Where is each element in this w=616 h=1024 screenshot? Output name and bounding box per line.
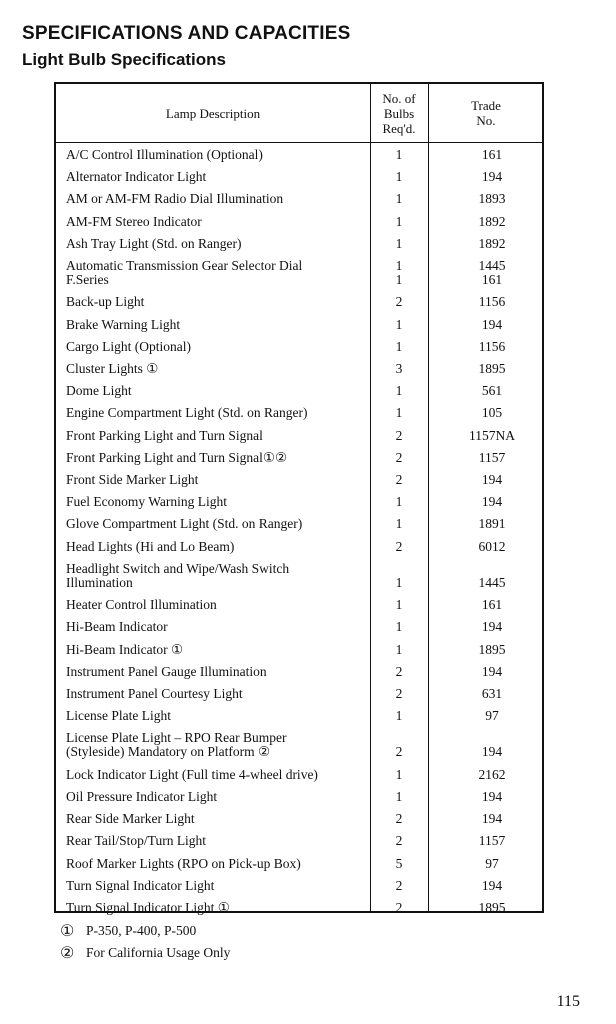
bulbs-required: 1 bbox=[395, 619, 403, 635]
table-row bbox=[56, 705, 542, 727]
bulbs-required: 1 bbox=[395, 213, 403, 229]
trade-number: 194 bbox=[481, 789, 503, 804]
header-bulbs-required: No. of Bulbs Req'd. bbox=[382, 90, 416, 136]
light-bulb-spec-table bbox=[54, 82, 544, 913]
table-row bbox=[56, 661, 542, 683]
lamp-description: Ash Tray Light (Std. on Ranger) bbox=[66, 235, 242, 251]
bulbs-required: 2 bbox=[395, 427, 403, 443]
table-row bbox=[56, 513, 542, 535]
lamp-description: Rear Tail/Stop/Turn Light bbox=[66, 833, 207, 849]
bulbs-required: 1 1 bbox=[395, 257, 403, 287]
lamp-description: Head Lights (Hi and Lo Beam) bbox=[66, 538, 235, 554]
table-row bbox=[56, 808, 542, 830]
lamp-description: Hi-Beam Indicator ① bbox=[66, 641, 184, 657]
lamp-description: Lock Indicator Light (Full time 4-wheel drive) bbox=[66, 766, 318, 782]
trade-number: 1895 bbox=[478, 641, 506, 657]
lamp-description: Oil Pressure Indicator Light bbox=[66, 789, 218, 804]
bulbs-required: 1 bbox=[395, 383, 403, 399]
trade-number: 1891 bbox=[478, 516, 506, 532]
page-number: 115 bbox=[556, 993, 580, 1010]
bulbs-required: 1 bbox=[395, 516, 403, 532]
table-row bbox=[56, 897, 542, 919]
trade-number: 631 bbox=[481, 685, 503, 701]
table-row bbox=[56, 594, 542, 616]
trade-number: 194 bbox=[481, 744, 503, 760]
table-row bbox=[56, 875, 542, 897]
bulbs-required: 1 bbox=[395, 766, 403, 782]
trade-number: 1445 bbox=[478, 574, 506, 590]
lamp-description: Cargo Light (Optional) bbox=[66, 338, 191, 354]
bulbs-required: 2 bbox=[395, 877, 403, 893]
trade-number: 194 bbox=[481, 811, 503, 827]
lamp-description: Fuel Economy Warning Light bbox=[66, 494, 228, 510]
trade-number: 1157 bbox=[478, 833, 506, 849]
trade-number: 1156 bbox=[478, 294, 506, 310]
table-row bbox=[56, 291, 542, 313]
footnote-text: For California Usage Only bbox=[86, 945, 231, 960]
footnote-1 bbox=[60, 920, 230, 942]
table-row bbox=[56, 639, 542, 661]
trade-number: 2162 bbox=[478, 766, 506, 782]
lamp-description: Front Parking Light and Turn Signal bbox=[66, 427, 263, 443]
lamp-description: Roof Marker Lights (RPO on Pick-up Box) bbox=[66, 855, 301, 871]
bulbs-required: 2 bbox=[395, 899, 403, 915]
bulbs-required: 1 bbox=[395, 405, 403, 421]
table-row bbox=[56, 853, 542, 875]
header-divider bbox=[56, 142, 542, 143]
bulbs-required: 2 bbox=[395, 294, 403, 310]
table-row bbox=[56, 233, 542, 255]
lamp-description: Back-up Light bbox=[66, 294, 145, 310]
table-row bbox=[56, 830, 542, 852]
lamp-description: Brake Warning Light bbox=[66, 316, 181, 332]
bulbs-required: 1 bbox=[395, 316, 403, 332]
lamp-description: Front Side Marker Light bbox=[66, 471, 199, 487]
table-row bbox=[56, 425, 542, 447]
lamp-description: Turn Signal Indicator Light ① bbox=[66, 899, 230, 915]
footnotes bbox=[60, 920, 230, 964]
lamp-description: AM or AM-FM Radio Dial Illumination bbox=[66, 191, 284, 207]
trade-number: 194 bbox=[481, 494, 503, 510]
table-row bbox=[56, 380, 542, 402]
lamp-description: Headlight Switch and Wipe/Wash Switch Illumination bbox=[66, 560, 290, 590]
bulbs-required: 1 bbox=[395, 789, 403, 804]
footnote-marker: ① bbox=[60, 923, 75, 940]
table-row bbox=[56, 144, 542, 166]
bulbs-required: 1 bbox=[395, 574, 403, 590]
footnote-2 bbox=[60, 942, 230, 964]
table-row bbox=[56, 764, 542, 786]
table-row bbox=[56, 469, 542, 491]
trade-number: 194 bbox=[481, 169, 503, 185]
bulbs-required: 1 bbox=[395, 338, 403, 354]
table-row bbox=[56, 536, 542, 558]
trade-number: 1895 bbox=[478, 361, 506, 376]
bulbs-required: 1 bbox=[395, 147, 403, 162]
table-row bbox=[56, 188, 542, 210]
trade-number: 105 bbox=[481, 405, 503, 421]
lamp-description: License Plate Light – RPO Rear Bumper (Styleside) Mandatory on Platform ② bbox=[66, 730, 287, 760]
bulbs-required: 1 bbox=[395, 597, 403, 613]
bulbs-required: 3 bbox=[395, 361, 403, 376]
trade-number: 194 bbox=[481, 316, 503, 332]
table-row bbox=[56, 683, 542, 705]
lamp-description: A/C Control Illumination (Optional) bbox=[66, 147, 263, 162]
footnote-marker: ② bbox=[60, 945, 75, 962]
table-row bbox=[56, 358, 542, 380]
trade-number: 161 bbox=[481, 597, 503, 613]
trade-number: 1892 bbox=[478, 235, 506, 251]
trade-number: 1445 161 bbox=[478, 257, 506, 287]
bulbs-required: 2 bbox=[395, 833, 403, 849]
table-row bbox=[56, 447, 542, 469]
trade-number: 1157NA bbox=[469, 427, 515, 443]
lamp-description: Cluster Lights ① bbox=[66, 361, 159, 376]
lamp-description: Front Parking Light and Turn Signal①② bbox=[66, 449, 288, 465]
table-row bbox=[56, 727, 542, 764]
bulbs-required: 2 bbox=[395, 449, 403, 465]
bulbs-required: 1 bbox=[395, 708, 403, 724]
bulbs-required: 2 bbox=[395, 663, 403, 679]
trade-number: 194 bbox=[481, 877, 503, 893]
trade-number: 194 bbox=[481, 619, 503, 635]
bulbs-required: 2 bbox=[395, 471, 403, 487]
table-row bbox=[56, 211, 542, 233]
footnote-text: P-350, P-400, P-500 bbox=[86, 923, 197, 938]
table-body bbox=[56, 144, 542, 919]
trade-number: 1156 bbox=[478, 338, 506, 354]
trade-number: 194 bbox=[481, 471, 503, 487]
table-row bbox=[56, 402, 542, 424]
lamp-description: Rear Side Marker Light bbox=[66, 811, 195, 827]
lamp-description: Heater Control Illumination bbox=[66, 597, 217, 613]
table-row bbox=[56, 255, 542, 292]
trade-number: 161 bbox=[481, 147, 503, 162]
header-lamp-description: Lamp Description bbox=[165, 105, 261, 121]
lamp-description: Glove Compartment Light (Std. on Ranger) bbox=[66, 516, 303, 532]
table-row bbox=[56, 491, 542, 513]
bulbs-required: 1 bbox=[395, 169, 403, 185]
table-row bbox=[56, 616, 542, 638]
trade-number: 194 bbox=[481, 663, 503, 679]
lamp-description: Hi-Beam Indicator bbox=[66, 619, 168, 635]
bulbs-required: 2 bbox=[395, 538, 403, 554]
table-row bbox=[56, 166, 542, 188]
trade-number: 1895 bbox=[478, 899, 506, 915]
trade-number: 1893 bbox=[478, 191, 506, 207]
bulbs-required: 1 bbox=[395, 191, 403, 207]
lamp-description: Automatic Transmission Gear Selector Dial F.Series bbox=[66, 257, 303, 287]
lamp-description: Instrument Panel Courtesy Light bbox=[66, 685, 243, 701]
bulbs-required: 5 bbox=[395, 855, 403, 871]
bulbs-required: 1 bbox=[395, 494, 403, 510]
trade-number: 97 bbox=[485, 855, 499, 871]
bulbs-required: 1 bbox=[395, 235, 403, 251]
page-title: SPECIFICATIONS AND CAPACITIES bbox=[22, 23, 351, 44]
table-row bbox=[56, 786, 542, 808]
trade-number: 1157 bbox=[478, 449, 506, 465]
trade-number: 97 bbox=[485, 708, 499, 724]
header-trade-number: Trade No. bbox=[471, 98, 501, 128]
bulbs-required: 1 bbox=[395, 641, 403, 657]
trade-number: 1892 bbox=[478, 213, 506, 229]
bulbs-required: 2 bbox=[395, 811, 403, 827]
bulbs-required: 2 bbox=[395, 685, 403, 701]
lamp-description: Engine Compartment Light (Std. on Ranger) bbox=[66, 405, 308, 421]
trade-number: 561 bbox=[481, 383, 503, 399]
table-row bbox=[56, 336, 542, 358]
lamp-description: Instrument Panel Gauge Illumination bbox=[66, 663, 267, 679]
table-row bbox=[56, 558, 542, 595]
lamp-description: Turn Signal Indicator Light bbox=[66, 877, 215, 893]
lamp-description: License Plate Light bbox=[66, 708, 171, 724]
trade-number: 6012 bbox=[478, 538, 506, 554]
lamp-description: AM-FM Stereo Indicator bbox=[66, 213, 202, 229]
lamp-description: Dome Light bbox=[66, 383, 132, 399]
bulbs-required: 2 bbox=[395, 744, 403, 760]
lamp-description: Alternator Indicator Light bbox=[66, 169, 207, 185]
table-row bbox=[56, 314, 542, 336]
page-subtitle: Light Bulb Specifications bbox=[22, 50, 227, 69]
